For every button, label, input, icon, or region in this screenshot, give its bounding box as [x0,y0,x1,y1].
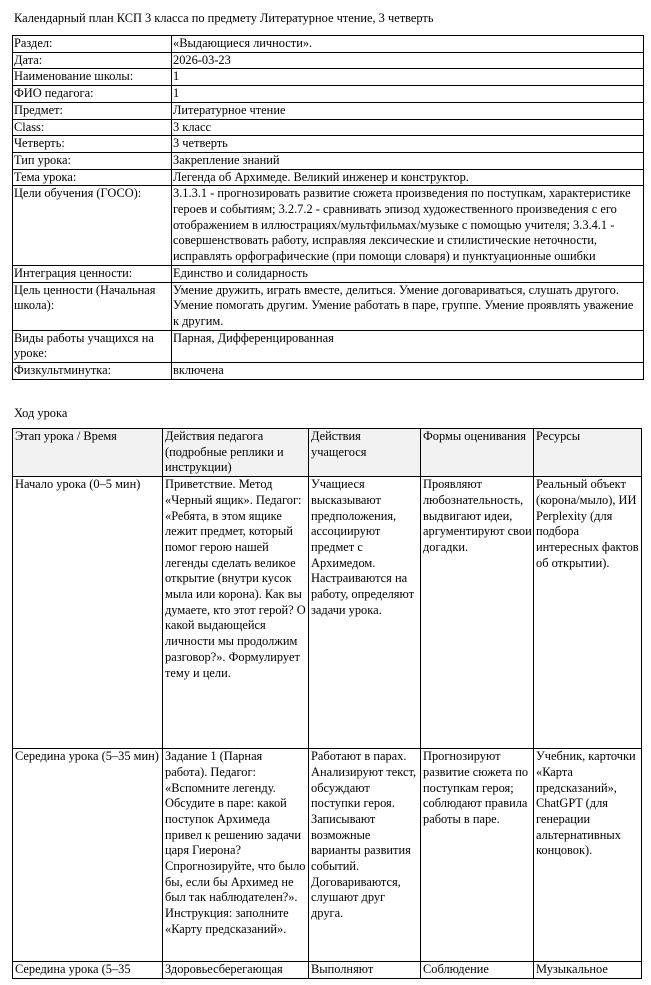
cell-teacher-actions: Задание 1 (Парная работа). Педагог: «Вспомните легенду. Обсудите в паре: какой поступок Архимеда привел к решению задачи царя Гиерона? Спрогнозируйте, что было бы, если бы Архимед не был так наблюдателен?». Инструкция: заполните «Карту предсказаний». [163,749,309,962]
cell-teacher-actions: Приветствие. Метод «Черный ящик». Педагог: «Ребята, в этом ящике лежит предмет, который помог герою нашей легенды сделать великое открытие (внутри кусок мыла или корона). Как вы думаете, кто этот герой? О какой выдающейся личности мы продолжим разговор?». Формулирует тему и цели. [163,477,309,749]
info-label: Тема урока: [13,169,172,186]
info-row [13,186,644,266]
info-row [13,36,644,53]
info-row [13,330,644,362]
info-row [13,152,644,169]
cell-student-actions: Выполняют [309,962,421,979]
info-value: Умение дружить, играть вместе, делиться. Умение договариваться, слушать другого. Умение помогать другим. Умение работать в паре, группе. Умение проявлять уважение к другим. [172,282,644,330]
info-value: 3.1.3.1 - прогнозировать развитие сюжета произведения по поступкам, характеристике героев и событиям; 3.2.7.2 - сравнивать эпизод художественного произведения с его отображением в иллюстрациях/мультфильмах/музыке с помощью учителя; 3.3.4.1 - совершенствовать работу, исправляя лексические и стилистические неточности, исправлять орфографические (при помощи словаря) и пунктуационные ошибки [172,186,644,266]
cell-assessment: Соблюдение [421,962,534,979]
header-stage-time: Этап урока / Время [13,429,163,477]
info-value: Закрепление знаний [172,152,644,169]
info-value: Парная, Дифференцированная [172,330,644,362]
cell-assessment: Прогнозируют развитие сюжета по поступкам героя; соблюдают правила работы в паре. [421,749,534,962]
info-value: 3 четверть [172,136,644,153]
info-label: Физкультминутка: [13,363,172,380]
info-label: Четверть: [13,136,172,153]
info-row [13,265,644,282]
info-row [13,119,644,136]
info-value: 1 [172,69,644,86]
info-label: ФИО педагога: [13,86,172,103]
lesson-row [13,749,642,962]
cell-teacher-actions: Здоровьесберегающая [163,962,309,979]
cell-stage-time: Середина урока (5–35 [13,962,163,979]
info-value: 2026-03-23 [172,52,644,69]
info-value: Литературное чтение [172,102,644,119]
cell-stage-time: Начало урока (0–5 мин) [13,477,163,749]
info-label: Предмет: [13,102,172,119]
info-row [13,102,644,119]
lesson-steps-table [12,428,642,979]
info-row [13,86,644,103]
header-resources: Ресурсы [534,429,642,477]
info-label: Тип урока: [13,152,172,169]
lesson-info-table [12,35,644,380]
lesson-progress-heading: Ход урока [14,406,68,420]
info-value: 3 класс [172,119,644,136]
info-value: включена [172,363,644,380]
header-teacher-actions: Действия педагога (подробные реплики и инструкции) [163,429,309,477]
cell-assessment: Проявляют любознательность, выдвигают идеи, аргументируют свои догадки. [421,477,534,749]
cell-resources: Реальный объект (корона/мыло), ИИ Perplexity (для подбора интересных фактов об открытии). [534,477,642,749]
cell-student-actions: Работают в парах. Анализируют текст, обсуждают поступки героя. Записывают возможные варианты развития событий. Договариваются, слушают друг друга. [309,749,421,962]
info-label: Дата: [13,52,172,69]
info-label: Интеграция ценности: [13,265,172,282]
info-label: Наименование школы: [13,69,172,86]
info-row [13,363,644,380]
cell-resources: Музыкальное [534,962,642,979]
info-value: 1 [172,86,644,103]
cell-student-actions: Учащиеся высказывают предположения, ассоциируют предмет с Архимедом. Настраиваются на работу, определяют задачи урока. [309,477,421,749]
info-label: Виды работы учащихся на уроке: [13,330,172,362]
info-value: Единство и солидарность [172,265,644,282]
info-label: Цели обучения (ГОСО): [13,186,172,266]
lesson-row [13,962,642,979]
info-row [13,136,644,153]
info-label: Раздел: [13,36,172,53]
info-row [13,69,644,86]
info-label: Цель ценности (Начальная школа): [13,282,172,330]
info-row [13,169,644,186]
info-row [13,52,644,69]
header-assessment: Формы оценивания [421,429,534,477]
info-value: Легенда об Архимеде. Великий инженер и конструктор. [172,169,644,186]
info-label: Class: [13,119,172,136]
page-title: Календарный план КСП 3 класса по предмету Литературное чтение, 3 четверть [14,11,434,25]
cell-resources: Учебник, карточки «Карта предсказаний», ChatGPT (для генерации альтернативных концовок). [534,749,642,962]
info-row [13,282,644,330]
header-student-actions: Действия учащегося [309,429,421,477]
info-value: «Выдающиеся личности». [172,36,644,53]
lesson-table-header-row [13,429,642,477]
cell-stage-time: Середина урока (5–35 мин) [13,749,163,962]
lesson-row [13,477,642,749]
